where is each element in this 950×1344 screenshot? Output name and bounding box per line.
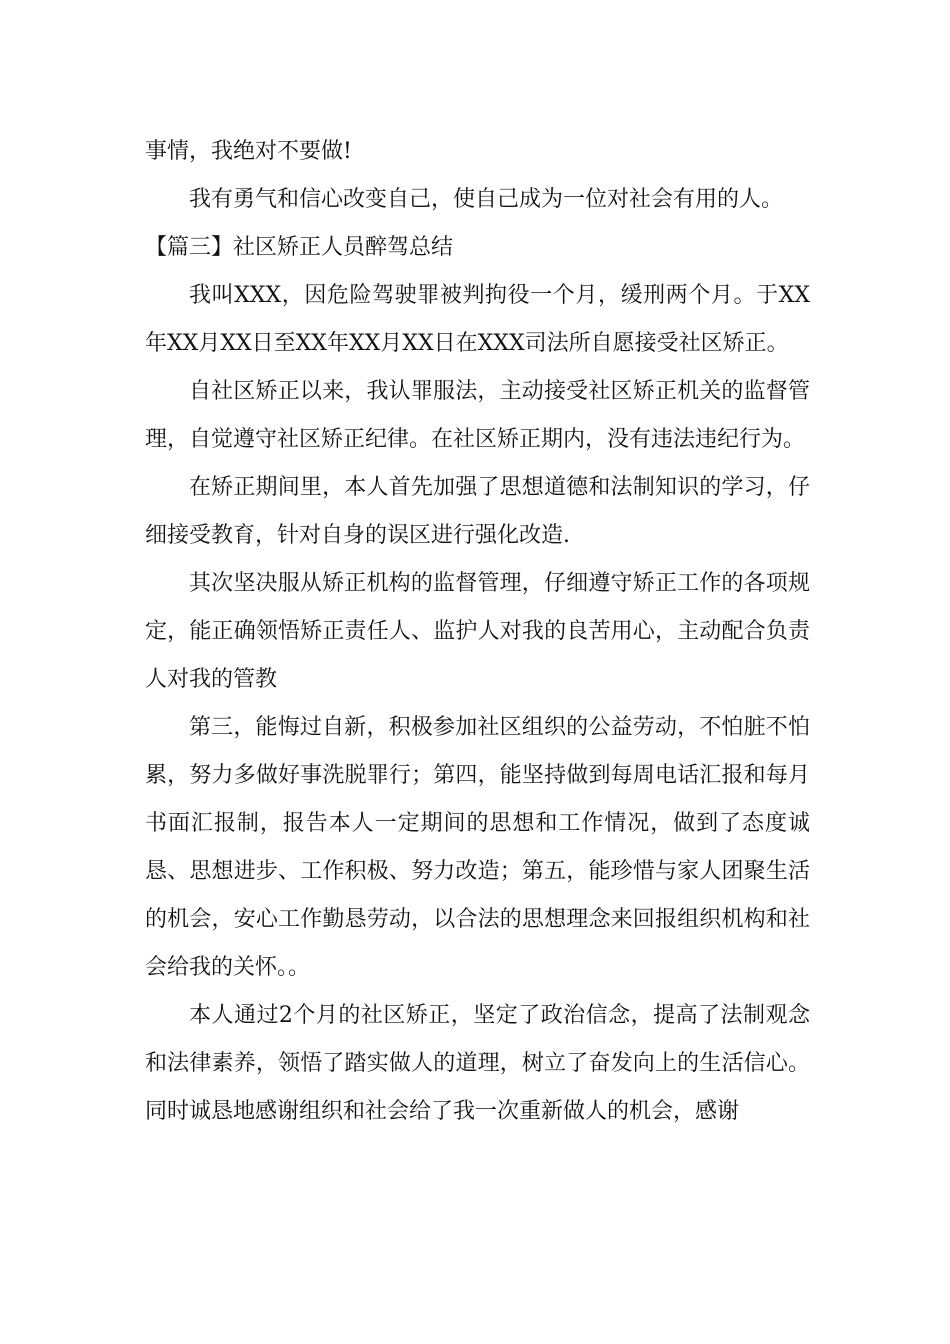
paragraph: 在矫正期间里，本人首先加强了思想道德和法制知识的学习，仔细接受教育，针对自身的误区进行强化改造. (145, 475, 810, 548)
section-heading: 【篇三】社区矫正人员醉驾总结 (145, 235, 454, 260)
paragraph-continuation: 事情，我绝对不要做! (145, 139, 352, 164)
paragraph: 其次坚决服从矫正机构的监督管理，仔细遵守矫正工作的各项规定，能正确领悟矫正责任人、监护人对我的良苦用心，主动配合负责人对我的管教 (145, 571, 810, 692)
paragraph: 第三，能悔过自新，积极参加社区组织的公益劳动，不怕脏不怕累，努力多做好事洗脱罪行；第四，能坚持做到每周电话汇报和每月书面汇报制，报告本人一定期间的思想和工作情况，做到了态度诚恳、思想进步、工作积极、努力改造；第五，能珍惜与家人团聚生活的机会，安心工作勤恳劳动，以合法的思想理念来回报组织机构和社会给我的关怀。。 (145, 715, 810, 980)
paragraph: 自社区矫正以来，我认罪服法，主动接受社区矫正机关的监督管理，自觉遵守社区矫正纪律。在社区矫正期内，没有违法违纪行为。 (145, 379, 810, 452)
document-body (145, 128, 810, 1136)
paragraph: 我叫XXX，因危险驾驶罪被判拘役一个月，缓刑两个月。于XX年XX月XX日至XX年XX月XX日在XXX司法所自愿接受社区矫正。 (145, 283, 810, 356)
paragraph: 本人通过2个月的社区矫正，坚定了政治信念，提高了法制观念和法律素养，领悟了踏实做人的道理，树立了奋发向上的生活信心。同时诚恳地感谢组织和社会给了我一次重新做人的机会，感谢 (145, 1003, 810, 1124)
paragraph: 我有勇气和信心改变自己，使自己成为一位对社会有用的人。 (189, 187, 784, 212)
